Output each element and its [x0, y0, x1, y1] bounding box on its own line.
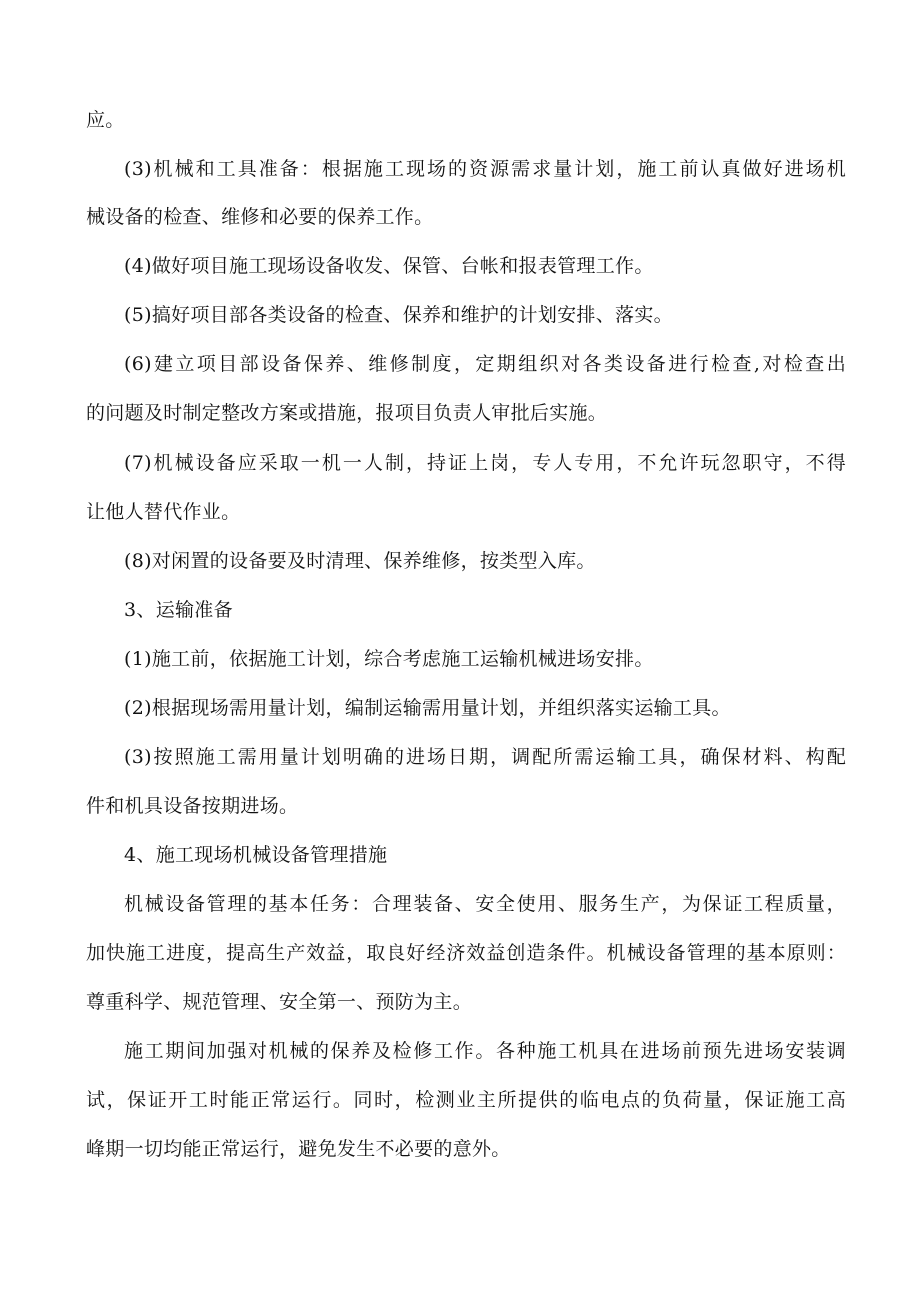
text-line: (2)根据现场需用量计划，编制运输需用量计划，并组织落实运输工具。 — [124, 697, 731, 719]
text-line: (3)机械和工具准备：根据施工现场的资源需求量计划，施工前认真做好进场机 — [124, 158, 846, 180]
text-line: (8)对闲置的设备要及时清理、保养维修，按类型入库。 — [124, 550, 596, 572]
text-line: 械设备的检查、维修和必要的保养工作。 — [86, 206, 434, 228]
section-heading: 4、施工现场机械设备管理措施 — [124, 844, 388, 866]
text-line: 加快施工进度，提高生产效益，取良好经济效益创造条件。机械设备管理的基本原则： — [86, 942, 846, 964]
text-line: (5)搞好项目部各类设备的检查、保养和维护的计划安排、落实。 — [124, 304, 673, 326]
section-heading: 3、运输准备 — [124, 599, 233, 621]
text-line: 试，保证开工时能正常运行。同时，检测业主所提供的临电点的负荷量，保证施工高 — [86, 1089, 846, 1111]
text-line: 的问题及时制定整改方案或措施，报项目负责人审批后实施。 — [86, 402, 608, 424]
text-line: (6)建立项目部设备保养、维修制度，定期组织对各类设备进行检查,对检查出 — [124, 353, 846, 375]
text-line: (3)按照施工需用量计划明确的进场日期，调配所需运输工具，确保材料、构配 — [124, 746, 846, 768]
text-line: 件和机具设备按期进场。 — [86, 795, 299, 817]
text-line: 施工期间加强对机械的保养及检修工作。各种施工机具在进场前预先进场安装调 — [124, 1040, 846, 1062]
text-line: 让他人替代作业。 — [86, 501, 241, 523]
text-line: (1)施工前，依据施工计划，综合考虑施工运输机械进场安排。 — [124, 648, 654, 670]
text-line: 峰期一切均能正常运行，避免发生不必要的意外。 — [86, 1138, 511, 1160]
text-line: (7)机械设备应采取一机一人制，持证上岗，专人专用，不允许玩忽职守，不得 — [124, 452, 846, 474]
text-line: 尊重科学、规范管理、安全第一、预防为主。 — [86, 991, 473, 1013]
text-line: 机械设备管理的基本任务：合理装备、安全使用、服务生产，为保证工程质量， — [124, 893, 846, 915]
text-line: (4)做好项目施工现场设备收发、保管、台帐和报表管理工作。 — [124, 255, 654, 277]
text-line: 应。 — [86, 109, 125, 131]
